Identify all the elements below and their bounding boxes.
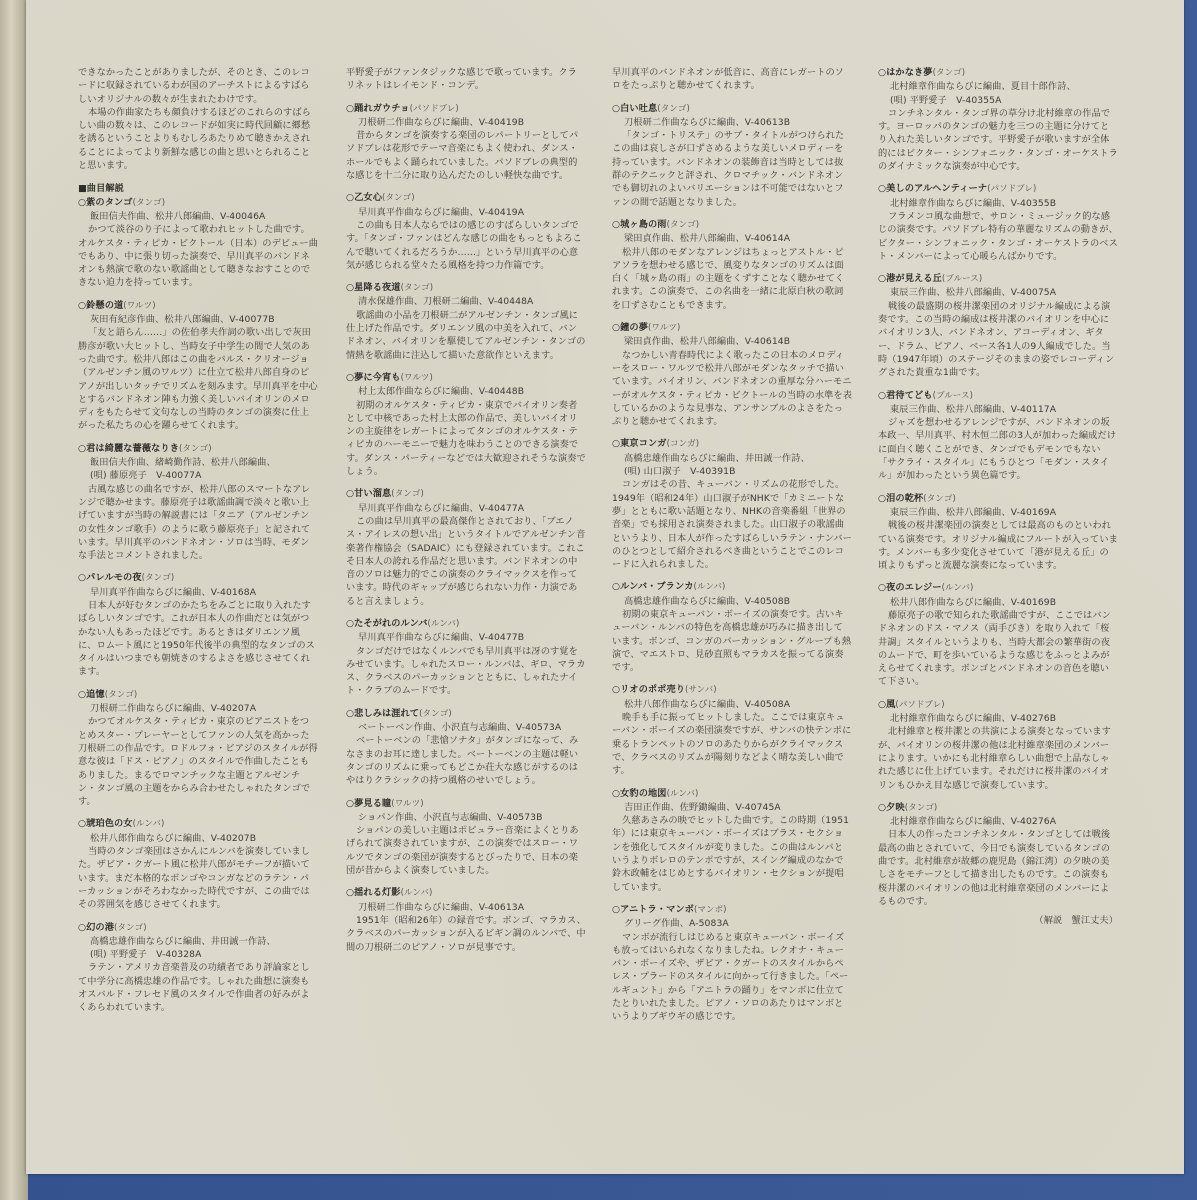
track-title: [346, 371, 586, 385]
track-description: 藤原亮子の歌で知られた歌謡曲ですが、ここではバンドネオンのドス・マノス（両手びき）を取り入れて「桜井調」スタイルというよりも、当時大都会の繁華街の夜のムードで、町を歩いているような感じをふっとよみがえらせてくれます。ボンゴとバンドネオンの音色を聴いて下さい。: [878, 609, 1111, 688]
track-credits: 高橋忠雄作曲ならびに編曲、井田誠一作詩、: [90, 935, 276, 947]
track-genre: (タンゴ): [400, 283, 434, 294]
track-title-text: ○女豹の地図: [612, 787, 667, 799]
track-genre: (ワルツ): [391, 798, 424, 809]
track-genre: (タンゴ): [381, 193, 415, 204]
track-list: [346, 66, 586, 954]
track-title-text: ○はかなき夢: [878, 67, 933, 78]
track-description: 歌謡曲の小品を刀根研二がアルゼンチン・タンゴ風に仕上げた作品です。ダリエンソ風の中美を入れて、バンドネオン、バイオリンを駆使してアルゼンチン・タンゴの情熱を歌謡曲に注込して描いた意欲作といえます。: [346, 309, 586, 361]
track-title-text: ○琥珀色の女: [78, 818, 133, 830]
track-credits: 松井八郎作曲ならびに編曲、V-40169B: [890, 596, 1057, 608]
track-title: [346, 707, 586, 721]
track-title-text: ○パレルモの夜: [78, 572, 142, 584]
track-title-text: ○幻の港: [78, 921, 114, 933]
track-list: [78, 196, 318, 1015]
track-title-text: ○夜のエレジー: [878, 582, 942, 594]
track-credits: 刀根研二作曲ならびに編曲、V-40419B: [358, 116, 525, 128]
track-genre: (パソドブレ): [987, 184, 1037, 195]
track-title: [878, 182, 1118, 196]
track-credits: (唄) 山口淑子 V-40391B: [624, 466, 736, 478]
track-title: [612, 218, 852, 232]
track-entry: [346, 191, 586, 272]
track-credits: 高橋忠雄作曲ならびに編曲、井田誠一作詩、: [624, 452, 810, 464]
track-description: コンチネンタル・タンゴ界の草分け北村維章の作品です。ヨーロッパのタンゴの魅力を三つの主題に分けてとり入れた美しいタンゴです。平野愛子が歌いますが全体的にはビクター・シンフォニック・タンゴ・オーケストラのダイナミックな演奏が中心です。: [878, 107, 1118, 173]
track-title-text: ○紫のタンゴ: [78, 196, 133, 208]
track-description: タンゴだけではなくルンバでも早川真平は冴のす覚をみせています。しゃれたスロー・ルンバは、ギロ、マラカス、クラベスのパーカッションとともに、しゃれたナイト・クラブのムードです。: [346, 645, 586, 697]
track-entry: [612, 903, 852, 1024]
track-entry: [878, 492, 1118, 573]
track-credits: 刀根研二作曲ならびに編曲、V-40613B: [624, 116, 791, 128]
track-title: [612, 683, 852, 697]
track-entry: [612, 683, 852, 777]
track-title: [78, 299, 318, 313]
track-entry: [878, 389, 1118, 483]
section-heading: ■曲目解説: [78, 183, 124, 195]
track-title: [78, 571, 318, 585]
track-credits: 北村維章作曲ならびに編曲、V-40276A: [890, 816, 1057, 828]
track-credits: (唄) 平野愛子 V-40355A: [890, 94, 1002, 106]
track-genre: (ルンバ): [666, 788, 699, 799]
track-credits: 早川真平作曲ならびに編曲、V-40168A: [90, 586, 257, 598]
track-entry: [878, 698, 1118, 792]
track-title: [878, 581, 1118, 595]
track-genre: (ワルツ): [123, 300, 156, 311]
track-description: 松井八郎のモダンなアレンジはちょっとアストル・ピアソラを想わせる感じで、風変りなタンゴのリズムは面白く「城ヶ島の雨」の主題をくずすことなく聴かせてくれます。この演奏で、この名曲を一緒に北原白秋の歌詞を口ずさむこともできます。: [612, 246, 845, 311]
track-entry: [346, 102, 586, 183]
track-credits: (唄) 藤原亮子 V-40077A: [90, 470, 202, 482]
track-entry: [78, 571, 318, 678]
track-credits: 東辰三作曲、松井八郎編曲、V-40117A: [890, 403, 1057, 415]
track-credits: 飯田信夫作曲、松井八郎編曲、V-40046A: [90, 210, 266, 222]
track-title-text: ○鈴懸の道: [78, 299, 124, 311]
track-genre: (ワルツ): [647, 323, 681, 334]
track-description: 戦後の最盛期の桜井潔楽団のオリジナル編成による演奏です。この当時の編成は桜井潔のバイオリンを中心にバイオリン3人、バンドネオン、アコーディオン、ギター、ドラム、ピアノ、ベース各1人の9人編成でした。当時（1947年頃）のステージそのままの姿でレコーディングされた貴重な1曲です。: [878, 300, 1115, 379]
track-description: 久慈あさみの映でヒットした曲です。この時期（1951年）には東京キューバン・ボーイズはブラス・セクションを強化してスタイルが変りました。この曲はルンバというよりボレロのテンポですが、スイング編成のなかで鈴木政輔をはじめとするバイオリン・セクションが提唱しています。: [612, 815, 850, 893]
track-credits: 早川真平作曲ならびに編曲、V-40477B: [358, 632, 525, 644]
track-credits: 清水保雄作曲、刀根研二編曲、V-40448A: [358, 296, 534, 308]
track-list: [878, 66, 1118, 908]
track-credits: 刀根研二作曲ならびに編曲、V-40613A: [358, 901, 525, 913]
track-title-text: ○揺れる灯影: [346, 887, 401, 899]
track-entry: [612, 437, 852, 571]
track-description: 北村維章と桜井潔との共演による演奏となっていますが、バイオリンの桜井潔の他は北村維章楽団のメンバーによります。いかにも北村維章らしい曲想で上品なしゃれた感じに仕上げています。それだけに桜井潔のバイオリンもひかえ目な感じで演奏しています。: [878, 726, 1111, 791]
track-list: [612, 66, 852, 1024]
track-entry: [878, 182, 1118, 263]
track-genre: (タンゴ): [391, 489, 424, 500]
track-title: [612, 102, 852, 116]
column-3: [612, 66, 852, 1024]
track-title-text: ○港が見える丘: [878, 273, 942, 285]
track-entry: [78, 442, 318, 563]
track-title-text: ○乙女心: [346, 192, 382, 204]
track-credits: 刀根研二作曲ならびに編曲、V-40207A: [90, 703, 257, 715]
track-genre: (タンゴ): [904, 802, 938, 813]
track-description: 1951年（昭和26年）の録音です。ボンゴ、マラカス、クラベスのパーカッションが入るビギン調のルンバで、中間の刀根研二のピアノ・ソロが見事です。: [346, 914, 586, 953]
track-genre: (タンゴ): [923, 493, 956, 504]
track-genre: (タンゴ): [141, 573, 175, 584]
track-title: [78, 921, 318, 935]
track-title-text: ○美しのアルヘンティーナ: [878, 183, 988, 195]
track-credits: ベートーベン作曲、小沢直与志編曲、V-40573A: [358, 722, 562, 734]
track-title: [878, 698, 1118, 712]
track-description: 早川真平のバンドネオンが低音に、高音にレガートのソロをたっぷりと聴かせてくれます。: [612, 67, 844, 92]
track-entry: [878, 272, 1118, 379]
track-title-text: ○星降る夜道: [346, 282, 401, 294]
track-title-text: ○甘い溜息: [346, 488, 392, 500]
track-entry: [346, 281, 586, 362]
track-title: [612, 903, 852, 917]
track-entry: [612, 787, 852, 894]
sleeve-spine: [0, 0, 28, 1200]
track-title-text: ○君は綺麗な薔薇なりき: [78, 442, 179, 454]
track-title: [612, 321, 852, 335]
track-genre: (ルンバ): [693, 582, 726, 593]
track-genre: (パソドブレ): [409, 103, 459, 114]
track-genre: (パソドブレ): [895, 699, 945, 710]
track-description: ラテン・アメリカ音楽普及の功績者であり評論家として中学分に高橋忠雄の作品です。しゃれた曲想に演奏もオスバルド・フレセド風のスタイルで作曲者の好みがよくあらわれています。: [78, 962, 310, 1014]
track-title: [78, 817, 318, 831]
track-genre: (ブルース): [941, 274, 983, 285]
track-credits: 北村維章作曲ならびに編曲、V-40355B: [890, 197, 1057, 209]
track-title-text: ○鐘の夢: [612, 322, 648, 334]
track-credits: 飯田信夫作曲、緒崎勤作詩、松井八郎編曲、: [90, 457, 276, 469]
track-entry: [346, 707, 586, 788]
track-genre: (タンゴ): [132, 197, 166, 208]
track-entry: [612, 580, 852, 674]
track-genre: (タンゴ): [113, 922, 147, 933]
track-genre: (タンゴ): [666, 219, 700, 230]
track-genre: (ルンバ): [132, 819, 165, 830]
track-title: [346, 102, 586, 116]
track-title-text: ○君待てども: [878, 389, 933, 401]
track-description: かつて淡谷のり子によって歌われヒットした曲です。オルケスタ・ティピカ・ビクトール（日本）のデビュー曲でもあり、中に張り切った演奏で、早川真平のバンドネオンも熱演で歌のない歌謡曲として聴きなおすことのできない迫力を持っています。: [78, 224, 319, 289]
track-title-text: ○城ヶ島の雨: [612, 218, 667, 230]
track-title: [878, 66, 1118, 80]
track-title: [612, 580, 852, 594]
track-title: [346, 191, 586, 205]
track-credits: 北村維章作曲ならびに編曲、V-40276B: [890, 713, 1057, 725]
intro-text: [78, 66, 318, 172]
track-genre: (ルンバ): [427, 618, 460, 629]
track-credits: 村上太郎作曲ならびに編曲、V-40448B: [358, 386, 525, 398]
track-genre: (タンゴ): [419, 708, 452, 719]
track-description: かつてオルケスタ・ティピカ・東京のピアニストをつとめスター・プレーヤーとしてファンの人気を高かった刀根研二の作品です。ロドルフォ・ビアジのスタイルが得意な彼は「ドス・ピアノ」のスタイルで作曲したこともありました。まるでロマンチックな主題とアルゼンチン・タンゴ風の主題をからみ合わせたしゃれたタンゴです。: [78, 716, 318, 808]
intro-paragraph: 本場の作曲家たちも顔負けするほどのこれらのすばらしい曲の数々は、このレコードが如実に時代回顧に郷愁を誘るということよりもむしろあたりめて聴きかえされることによってより新鮮な感じの曲と思いとられることと思います。: [78, 106, 311, 172]
track-genre: (ブルース): [932, 390, 974, 401]
track-title: [78, 196, 318, 210]
track-credits: 北村維章作曲ならびに編曲、夏目十郎作詩、: [890, 81, 1076, 93]
track-description: ショパンの美しい主題はポピュラー音楽によくとりあげられて演奏されていますが、この演奏ではスロー・ワルツでタンゴの楽団が演奏するとびったりで、日本の楽団が昔からよく演奏していました。: [346, 825, 579, 877]
track-title-text: ○たそがれのルンバ: [346, 617, 428, 629]
track-entry: [612, 218, 852, 312]
track-entry: [346, 886, 586, 953]
track-title-text: ○ルンバ・ブランカ: [612, 581, 694, 593]
track-genre: (コンガ): [666, 439, 700, 450]
track-entry: [346, 487, 586, 608]
track-title: [612, 787, 852, 801]
track-title: [346, 617, 586, 631]
track-description: マンボが流行しはじめると東京キューバン・ボーイズも放ってはいられなくなりましたね。レクオナ・キューバン・ボーイズや、ザビア・クガートのスタイルからペレス・プラードのスタイルに向かって行きました。「ペールギュント」から「アニトラの踊り」をマンボに仕立てたとりいれたました。ピアノ・ソロのあたりはマンボというよりブギウギの感じです。: [612, 931, 849, 1023]
track-description: 昔からタンゴを演奏する楽団のレパートリーとしてパソドブレは花形でテーマ音楽にもよく使われ、ダンス・ホールでもよく踊られていました。パソドブレの典型的な感じを十二分に取り込んだたのしい軽快な曲です。: [346, 130, 579, 182]
track-credits: 梁田貞作曲、松井八郎編曲、V-40614A: [624, 233, 791, 245]
track-entry: [78, 921, 318, 1015]
track-title-text: ○アニトラ・マンボ: [612, 903, 694, 915]
track-description: この曲も日本人ならではの感じのすばらしいタンゴです。「タンゴ・ファンはどんな感じの曲をもっともよろこんで聴いてくれるだろうか……」という早川真平の心意気が感じられる堂々たる風格を持つ力作篇です。: [346, 219, 582, 271]
track-description: 日本人の作ったコンチネンタル・タンゴとしては戦後最高の曲とされていて、今日でも演奏しているタンゴの曲です。北村維章が故郷の鹿児島（錦江湾）の夕映の美しさをモチーフとして描き出したものです。この演奏も桜井潔のバイオリンの他は北村維章楽団のメンバーによるものです。: [878, 829, 1111, 907]
track-title-text: ○泪の乾杯: [878, 492, 924, 504]
track-genre: (タンゴ): [104, 689, 138, 700]
liner-notes-page: [26, 0, 1184, 1174]
track-title: [346, 886, 586, 900]
track-description: ベートーベンの「悲愴ソナタ」がタンゴになって、みなさまのお耳に達しました。ベートーベンの主題は軽いタンゴのリズムに乗ってもどこか荘大な感じがするのはやはりクラシックの持つ風格のせいでしょう。: [346, 735, 579, 787]
track-credits: グリーグ作曲、A-5083A: [624, 918, 729, 930]
column-1: [78, 66, 318, 1015]
track-title: [78, 688, 318, 702]
track-description: 「タンゴ・トリステ」のサブ・タイトルがつけられたこの曲は哀しさが口ずさめるような美しいメロディーを持っています。バンドネオンの装飾音は当時としては抜群のテクニックと評され、クロマチック・バンドネオンでも御切れのよいバリエーションは不可能ではないとファンの間で話題となりました。: [612, 130, 845, 208]
track-title: [612, 437, 852, 451]
track-title-text: ○リオのポポ売り: [612, 684, 686, 696]
track-entry: [346, 617, 586, 698]
track-description: 初期のオルケスタ・ティピカ・東京でバイオリン奏者として中核であった村上太郎の作品で、美しいバイオリンの主旋律をレガートによってタンゴのオルケスタ・ティピカのハーモニーで魅力を味わうことのできる演奏です。ダンス・パーティーなどでは大歓迎されそうな演奏でしょう。: [346, 399, 586, 478]
track-description: ジャズを想わせるアレンジですが、バンドネオンの坂本政一、早川真平、村木恒二郎の3人が加わった編成だけに面白く聴くことができ、タンゴでもデモンでもない「サクライ・スタイル」にもうひとつ「モダン・スタイル」が加わったという異色篇です。: [878, 417, 1117, 482]
track-genre: (タンゴ): [179, 443, 212, 454]
track-entry: [878, 801, 1118, 908]
track-credits: 灰田有紀彦作曲、松井八郎編曲、V-40077B: [90, 314, 275, 326]
track-entry: [346, 371, 586, 478]
author-credit: （解説 蟹江丈夫）: [1034, 915, 1118, 927]
track-credits: 高橋忠雄作曲ならびに編曲、V-40508B: [624, 595, 791, 607]
track-entry: [878, 581, 1118, 688]
track-title: [346, 281, 586, 295]
track-entry: [612, 321, 852, 428]
track-description: 「友と語らん……」の佐伯孝夫作詞の歌い出しで灰田勝彦が歌い大ヒットし、当時女子中学生の間で人気のあった曲です。松井八郎はこの曲をバルス・クリオージョ（アルゼンチン風のワルツ）に仕立て松井八郎自身のピアノが出しいタッチでリズムを刻みます。早川真平を中心とするバンドネオン陣も力強く美しいバイオリンのメロディをもたらせて文句なしの当時のタンゴの演奏に仕上がった私たちの心を躍らせてくれます。: [78, 327, 318, 432]
track-entry: [346, 797, 586, 878]
track-entry: [346, 66, 586, 93]
track-description: 戦後の桜井潔楽団の演奏としては最高のものといわれている演奏です。オリジナル編成にフルートが入っています。メンバーも多少変化させていて「港が見える丘」の頃よりもずっと流麗な演奏になっています。: [878, 520, 1118, 572]
track-genre: (タンゴ): [657, 103, 690, 114]
column-4: [878, 66, 1118, 928]
track-entry: [78, 299, 318, 433]
track-title: [878, 492, 1118, 506]
track-description: コンガはその昔、キューバン・リズムの花形でした。1949年（昭和24年）山口淑子がNHKで「カミニートな夢」とともに歌い話題となり、NHKの音楽番組「世界の音楽」でも採用され演奏されました。山口淑子の歌謡曲というより、日本人が作ったすばらしいラテン・ナンバーのひとつとして紹介されるべき曲ということでこのレコードに入れられました。: [612, 479, 852, 571]
track-description: フラメンコ風な曲想で、サロン・ミュージック的な感じの演奏です。パソドブレ特有の華麗なリズムの動きが、ビクター・シンフォニック・タンゴ・オーケストラのベスト・メンバーによって心暖らんばかりです。: [878, 210, 1118, 262]
track-credits: 早川真平作曲ならびに編曲、V-40419A: [358, 206, 525, 218]
track-credits: 梁田貞作曲、松井八郎編曲、V-40614B: [624, 336, 791, 348]
track-title: [346, 487, 586, 501]
track-entry: [612, 102, 852, 209]
track-title-text: ○東京コンガ: [612, 438, 667, 450]
intro-paragraph: できなかったことがありましたが、そのとき、このレコードに収録されているわが国のアーチストによるすばらしいオリジナルの数々が生まれたわけです。: [78, 67, 310, 105]
track-title: [346, 797, 586, 811]
track-title-text: ○夢見る瞳: [346, 797, 392, 809]
track-title: [878, 389, 1118, 403]
track-credits: 東辰三作曲、松井八郎編曲、V-40169A: [890, 506, 1057, 518]
track-genre: (マンボ): [693, 904, 727, 915]
track-title: [78, 442, 318, 456]
track-description: この曲は早川真平の最高傑作とされており、「ブエノス・アイレスの想い出」というタイトルでアルゼンチン音楽著作権協会（SADAIC）にも登録されています。これこそ日本人の誇れる作品だと思います。バンドネオンの中音のソロは魅力的でこの演奏のクライマックスを作っています。時代のギャップが感じられない力作・力演であると言えましょう。: [346, 515, 586, 607]
track-title: [878, 801, 1118, 815]
track-title-text: ○追憶: [78, 688, 105, 700]
track-entry: [78, 817, 318, 911]
column-2: [346, 66, 586, 954]
track-title-text: ○悲しみは涯れて: [346, 707, 420, 719]
track-description: 日本人が好むタンゴのかたちをみごとに取り入れたすばらしいタンゴです。これが日本人の作曲だとは気がつかない人もあったほどです。あるときはダリエンソ風に、ロムート風にと1950年代後半の典型的なタンゴのスタイルはいつまでも朝焼きのするよさを感じさせてくれます。: [78, 599, 315, 678]
track-credits: 松井八郎作曲ならびに編曲、V-40508A: [624, 698, 791, 710]
track-entry: [612, 66, 852, 93]
track-entry: [78, 196, 318, 290]
track-description: なつかしい青春時代によく歌ったこの日本のメロディーをスロー・ワルツで松井八郎がモダンなタッチで描いています。バイオリン、バンドネオンの重厚な分ハーモニーがオルケスタ・ティピカ・ビクトールの当時の水準を表しているかのような見事な、アンサンブルのよさをたっぷりと聴かせてくれます。: [612, 349, 853, 428]
track-entry: [878, 66, 1118, 173]
track-genre: (ルンバ): [941, 583, 974, 594]
track-credits: 早川真平作曲ならびに編曲、V-40477A: [358, 502, 525, 514]
track-title-text: ○白い吐息: [612, 102, 658, 114]
track-title-text: ○夕映: [878, 801, 905, 813]
track-title-text: ○夢に今宵も: [346, 371, 401, 383]
track-genre: (ワルツ): [400, 372, 433, 383]
track-credits: 松井八郎作曲ならびに編曲、V-40207B: [90, 832, 257, 844]
track-credits: (唄) 平野愛子 V-40328A: [90, 949, 202, 961]
track-title-text: ○風: [878, 698, 896, 710]
track-genre: (サンバ): [685, 685, 717, 696]
track-title: [878, 272, 1118, 286]
track-description: 晩手も手に振ってヒットしました。ここでは東京キューバン・ボーイズの楽団演奏ですが、サンバの快テンポに乗るトランペットのソロのあたりからがクライマックスで、クラベスのリズムが陽刻りなどよく晴な美しい曲です。: [612, 712, 852, 777]
track-credits: 吉田正作曲、佐野鋤編曲、V-40745A: [624, 801, 781, 813]
track-description: 古風な感じの曲名ですが、松井八郎のスマートなアレンジで聴かせます。藤原亮子は歌謡曲調で淡々と歌い上げていますが当時の解説書には「タニア（アルゼンチンの女性タンゴ歌手）のように歌う藤原亮子」と記されています。早川真平のバンドネオン・ソロは当時、モダンな手法とコメントされました。: [78, 483, 311, 562]
track-description: 初期の東京キューバン・ボーイズの演奏です。古いキューバン・ルンバの特色を高橋忠雄が巧みに描き出しています。ボンゴ、コンガのパーカッション・グループも熱演で、マエストロ、見砂直照もマラカスを振ってる演奏です。: [612, 608, 852, 674]
track-entry: [78, 688, 318, 809]
track-genre: (タンゴ): [932, 68, 966, 78]
track-genre: (ルンバ): [400, 888, 433, 899]
track-title-text: ○踊れガウチョ: [346, 102, 410, 114]
track-credits: ショパン作曲、小沢直与志編曲、V-40573B: [358, 811, 543, 823]
track-description: 当時のタンゴ楽団はさかんにルンバを演奏していました。ザビア・クガート風に松井八郎がモチーフが描いています。まだ本格的なボンゴやコンガなどのラテン・パーカッションがそろわなかった時代ですが、この曲ではその雰囲気を感じさせてくれます。: [78, 846, 311, 911]
track-description: 平野愛子がファンタジックな感じで歌っています。クラリネットはレイモンド・コンデ。: [346, 67, 577, 92]
track-credits: 東辰三作曲、松井八郎編曲、V-40075A: [890, 287, 1057, 299]
